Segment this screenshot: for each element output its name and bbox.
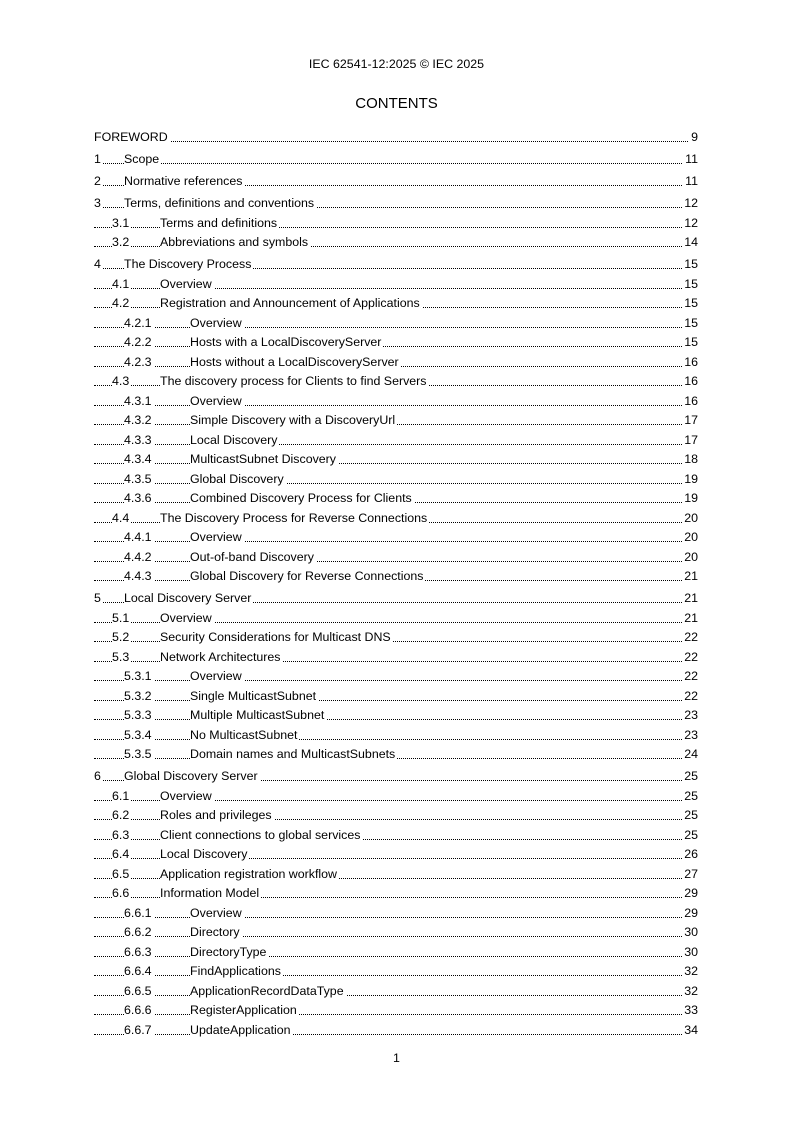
toc-entry-page: 14 (684, 235, 698, 249)
toc-entry[interactable] (94, 903, 698, 923)
toc-entry-page: 25 (684, 769, 698, 783)
toc-entry-page: 22 (684, 649, 698, 664)
toc-entry-page: 22 (684, 630, 698, 644)
dot-leader (94, 1014, 698, 1015)
toc-entry-number: 4.3.4 (124, 452, 152, 466)
toc-entry-number: 3.1 (112, 215, 130, 230)
toc-entry[interactable] (94, 411, 698, 431)
toc-entry-number: 6 (94, 769, 101, 783)
toc-entry-number: 4.1 (112, 276, 130, 291)
toc-entry-page: 29 (684, 886, 698, 900)
toc-entry-page: 12 (684, 215, 698, 230)
toc-entry-label: The Discovery Process (124, 257, 252, 271)
toc-entry-label: Overview (160, 788, 212, 803)
dot-leader (94, 405, 698, 406)
toc-entry-number: 6.6.1 (124, 905, 152, 920)
toc-entry[interactable] (94, 274, 698, 294)
toc-entry-label: Overview (190, 393, 242, 408)
toc-entry-number: 5 (94, 591, 101, 605)
toc-entry-number: 6.6.3 (124, 944, 152, 959)
toc-entry-number: 4.4.2 (124, 549, 152, 564)
toc-entry-number: 4.4.1 (124, 530, 152, 544)
toc-entry[interactable] (94, 508, 698, 528)
toc-entry[interactable] (94, 1020, 698, 1040)
toc-entry[interactable] (94, 745, 698, 765)
toc-entry-label: Terms and definitions (160, 215, 278, 230)
toc-entry-page: 29 (684, 905, 698, 920)
toc-entry-label: Client connections to global services (160, 827, 361, 842)
toc-entry-number: 6.3 (112, 827, 130, 842)
toc-entry-label: The Discovery Process for Reverse Connections (160, 510, 428, 525)
toc-entry-page: 17 (684, 432, 698, 447)
toc-entry-page: 25 (684, 788, 698, 803)
toc-entry-page: 26 (684, 847, 698, 861)
document-header: IEC 62541-12:2025 © IEC 2025 (308, 57, 485, 71)
toc-entry-page: 11 (685, 152, 698, 166)
toc-entry-page: 23 (684, 708, 698, 722)
toc-entry-page: 16 (684, 354, 698, 369)
toc-entry[interactable] (94, 294, 698, 314)
toc-entry-label: Multiple MulticastSubnet (190, 708, 325, 722)
toc-entry[interactable] (94, 169, 698, 191)
toc-entry-label: FOREWORD (94, 130, 168, 144)
toc-entry-page: 20 (684, 549, 698, 564)
toc-entry[interactable] (94, 806, 698, 826)
toc-entry[interactable] (94, 430, 698, 450)
toc-entry-number: 6.6.4 (124, 964, 152, 978)
toc-entry[interactable] (94, 686, 698, 706)
toc-entry-page: 25 (684, 827, 698, 842)
dot-leader (94, 975, 698, 976)
toc-entry-label: Normative references (124, 174, 243, 188)
dot-leader (94, 444, 698, 445)
toc-entry[interactable] (94, 845, 698, 865)
toc-entry-label: Terms, definitions and conventions (124, 196, 315, 210)
dot-leader (94, 917, 698, 918)
toc-entry[interactable] (94, 764, 698, 786)
dot-leader (94, 561, 698, 562)
toc-entry[interactable] (94, 786, 698, 806)
toc-entry-page: 22 (684, 688, 698, 703)
toc-entry[interactable] (94, 923, 698, 943)
dot-leader (94, 163, 698, 164)
toc-entry-number: 6.6 (112, 886, 130, 900)
toc-entry-number: 4.3.2 (124, 413, 152, 427)
toc-entry[interactable] (94, 528, 698, 548)
toc-entry-page: 34 (684, 1022, 698, 1037)
page-number: 1 (393, 1051, 400, 1065)
toc-entry[interactable] (94, 125, 698, 147)
toc-entry-number: 5.3.1 (124, 669, 152, 683)
toc-entry-label: Overview (160, 276, 212, 291)
toc-entry-page: 12 (684, 196, 698, 210)
dot-leader (94, 541, 698, 542)
toc-entry-page: 15 (684, 335, 698, 349)
toc-entry-label: Simple Discovery with a DiscoveryUrl (190, 413, 396, 427)
toc-entry-number: 4.3.6 (124, 491, 152, 505)
toc-entry[interactable] (94, 981, 698, 1001)
toc-entry-page: 15 (684, 296, 698, 310)
toc-entry-label: The discovery process for Clients to find Servers (160, 374, 427, 388)
toc-entry-number: 4.3.5 (124, 471, 152, 486)
toc-entry-number: 4.3.1 (124, 393, 152, 408)
dot-leader (94, 719, 698, 720)
toc-entry-page: 23 (684, 727, 698, 742)
toc-entry[interactable] (94, 586, 698, 608)
toc-entry[interactable] (94, 372, 698, 392)
toc-entry-page: 21 (684, 610, 698, 625)
toc-entry[interactable] (94, 864, 698, 884)
toc-entry-number: 6.6.5 (124, 983, 152, 998)
toc-entry-label: Overview (160, 610, 212, 625)
toc-entry-number: 6.6.6 (124, 1003, 152, 1017)
toc-entry-page: 15 (684, 276, 698, 291)
toc-entry-number: 6.6.7 (124, 1022, 152, 1037)
toc-entry[interactable] (94, 962, 698, 982)
toc-entry-number: 1 (94, 152, 101, 166)
toc-entry-page: 20 (684, 510, 698, 525)
toc-entry-number: 4.3.3 (124, 432, 152, 447)
toc-entry-label: Local Discovery (190, 432, 278, 447)
toc-entry-number: 2 (94, 174, 101, 188)
dot-leader (94, 995, 698, 996)
toc-entry-label: Hosts without a LocalDiscoveryServer (190, 354, 399, 369)
toc-entry[interactable] (94, 213, 698, 233)
toc-entry-page: 33 (684, 1003, 698, 1017)
toc-entry-page: 16 (684, 374, 698, 388)
toc-entry-label: Domain names and MulticastSubnets (190, 747, 396, 761)
toc-entry-label: UpdateApplication (190, 1022, 291, 1037)
toc-entry-label: Abbreviations and symbols (160, 235, 309, 249)
toc-entry-number: 4.2.2 (124, 335, 152, 349)
toc-entry-number: 5.1 (112, 610, 130, 625)
toc-entry-number: 6.2 (112, 808, 130, 822)
toc-entry-label: RegisterApplication (190, 1003, 297, 1017)
toc-entry-number: 3 (94, 196, 101, 210)
toc-entry-label: No MulticastSubnet (190, 727, 298, 742)
toc-entry-page: 21 (684, 591, 698, 605)
toc-entry-label: Scope (124, 152, 160, 166)
toc-entry-label: Out-of-band Discovery (190, 549, 314, 564)
toc-entry[interactable] (94, 547, 698, 567)
toc-entry-page: 11 (685, 174, 698, 188)
toc-entry[interactable] (94, 567, 698, 587)
toc-entry-number: 6.4 (112, 847, 130, 861)
table-of-contents (94, 125, 698, 1040)
dot-leader (94, 956, 698, 957)
toc-entry-number: 4.4.3 (124, 569, 152, 583)
toc-entry-page: 9 (691, 130, 698, 144)
toc-entry-number: 5.3.4 (124, 727, 152, 742)
toc-entry-number: 4.2.1 (124, 315, 152, 330)
toc-entry-label: Hosts with a LocalDiscoveryServer (190, 335, 382, 349)
toc-entry[interactable] (94, 352, 698, 372)
toc-entry[interactable] (94, 628, 698, 648)
toc-entry[interactable] (94, 313, 698, 333)
toc-entry-label: DirectoryType (190, 944, 267, 959)
toc-entry-label: Single MulticastSubnet (190, 688, 317, 703)
toc-entry-page: 20 (684, 530, 698, 544)
toc-entry-label: Combined Discovery Process for Clients (190, 491, 412, 505)
toc-entry[interactable] (94, 942, 698, 962)
toc-entry-number: 4.2 (112, 296, 130, 310)
toc-entry-number: 6.6.2 (124, 925, 152, 939)
toc-entry-label: ApplicationRecordDataType (190, 983, 344, 998)
toc-entry-page: 15 (684, 315, 698, 330)
toc-entry[interactable] (94, 647, 698, 667)
toc-entry-number: 5.3.2 (124, 688, 152, 703)
toc-entry-number: 5.3 (112, 649, 130, 664)
toc-entry[interactable] (94, 252, 698, 274)
toc-entry-page: 18 (684, 452, 698, 466)
toc-entry-page: 16 (684, 393, 698, 408)
toc-entry[interactable] (94, 450, 698, 470)
toc-entry-page: 22 (684, 669, 698, 683)
toc-entry-label: FindApplications (190, 964, 281, 978)
toc-entry-label: Information Model (160, 886, 260, 900)
toc-entry-label: Roles and privileges (160, 808, 272, 822)
dot-leader (94, 463, 698, 464)
toc-entry-label: Overview (190, 530, 242, 544)
toc-entry[interactable] (94, 825, 698, 845)
toc-entry[interactable] (94, 469, 698, 489)
toc-entry-number: 4.3 (112, 374, 130, 388)
dot-leader (94, 141, 698, 142)
toc-entry-page: 30 (684, 925, 698, 939)
toc-entry-number: 5.3.3 (124, 708, 152, 722)
toc-entry-number: 6.5 (112, 866, 130, 881)
toc-entry-label: Overview (190, 315, 242, 330)
toc-entry-label: Network Architectures (160, 649, 281, 664)
toc-entry-label: Registration and Announcement of Applications (160, 296, 420, 310)
toc-entry-number: 4.4 (112, 510, 130, 525)
toc-entry-number: 5.2 (112, 630, 130, 644)
toc-entry-page: 27 (684, 866, 698, 881)
toc-entry-number: 4 (94, 257, 101, 271)
toc-entry[interactable] (94, 1001, 698, 1021)
toc-entry-label: MulticastSubnet Discovery (190, 452, 336, 466)
toc-entry[interactable] (94, 391, 698, 411)
toc-entry-number: 6.1 (112, 788, 130, 803)
toc-entry-label: Local Discovery Server (124, 591, 252, 605)
toc-entry-page: 32 (684, 964, 698, 978)
toc-entry-number: 4.2.3 (124, 354, 152, 369)
toc-entry-label: Security Considerations for Multicast DNS (160, 630, 391, 644)
toc-entry-label: Global Discovery (190, 471, 284, 486)
toc-entry-label: Directory (190, 925, 240, 939)
dot-leader (94, 680, 698, 681)
toc-entry-number: 5.3.5 (124, 747, 152, 761)
toc-entry[interactable] (94, 333, 698, 353)
dot-leader (94, 700, 698, 701)
dot-leader (94, 327, 698, 328)
toc-entry-page: 21 (684, 569, 698, 583)
dot-leader (94, 346, 698, 347)
toc-entry-label: Overview (190, 669, 242, 683)
dot-leader (94, 936, 698, 937)
toc-entry[interactable] (94, 884, 698, 904)
toc-entry[interactable] (94, 191, 698, 213)
toc-entry-page: 25 (684, 808, 698, 822)
toc-entry-page: 19 (684, 491, 698, 505)
toc-entry-page: 15 (684, 257, 698, 271)
toc-entry-page: 24 (684, 747, 698, 761)
toc-entry[interactable] (94, 667, 698, 687)
toc-entry[interactable] (94, 706, 698, 726)
toc-entry-label: Overview (190, 905, 242, 920)
toc-entry-label: Global Discovery for Reverse Connections (190, 569, 424, 583)
toc-entry[interactable] (94, 608, 698, 628)
toc-entry-label: Application registration workflow (160, 866, 337, 881)
toc-entry-page: 30 (684, 944, 698, 959)
page-title: CONTENTS (355, 95, 438, 112)
toc-entry-label: Global Discovery Server (124, 769, 258, 783)
toc-entry-number: 3.2 (112, 235, 130, 249)
toc-entry[interactable] (94, 147, 698, 169)
dot-leader (94, 739, 698, 740)
toc-entry[interactable] (94, 725, 698, 745)
toc-entry-label: Local Discovery (160, 847, 248, 861)
dot-leader (94, 483, 698, 484)
toc-entry-page: 32 (684, 983, 698, 998)
toc-entry[interactable] (94, 489, 698, 509)
dot-leader (94, 1034, 698, 1035)
toc-entry-page: 19 (684, 471, 698, 486)
toc-entry-page: 17 (684, 413, 698, 427)
toc-entry[interactable] (94, 233, 698, 253)
